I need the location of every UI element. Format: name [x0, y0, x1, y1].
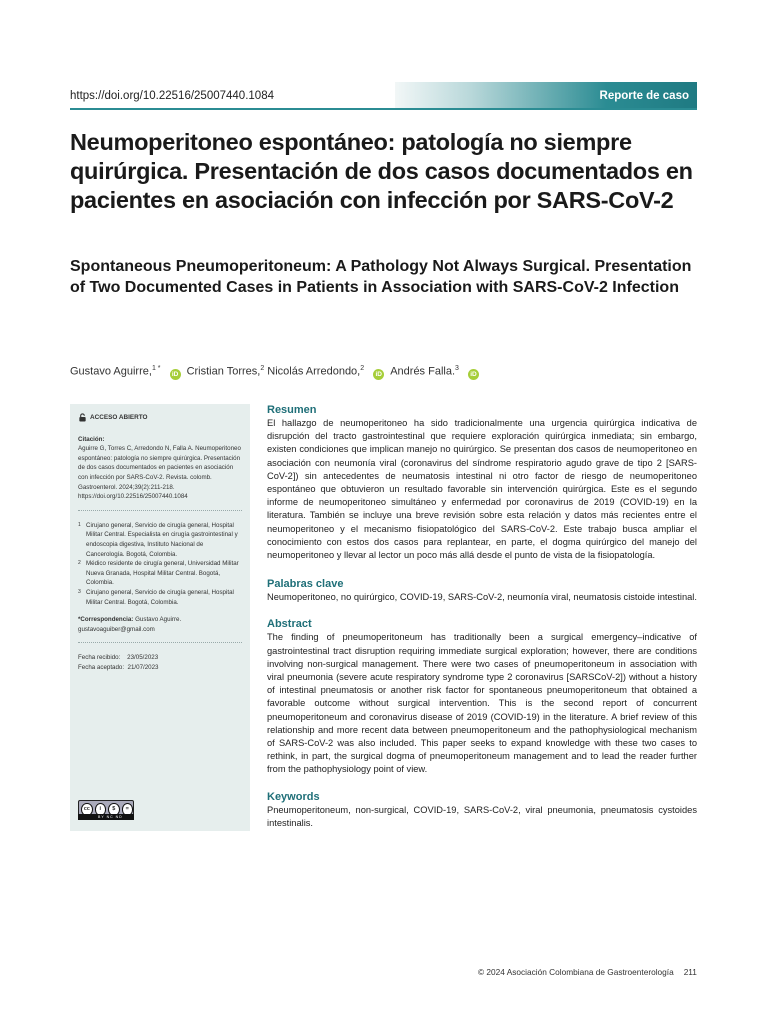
abstract-heading: Abstract [267, 618, 312, 631]
section-tag: Reporte de caso [395, 82, 697, 110]
sidebar-divider [78, 642, 242, 643]
page-number: 211 [683, 967, 697, 977]
author-name: Andrés Falla. [390, 365, 456, 378]
author-affiliation-mark: 2 [260, 365, 265, 372]
author-affiliation-mark: 3 [455, 365, 459, 372]
affiliation-item [78, 588, 242, 607]
affiliation-number: 1 [78, 521, 81, 528]
resumen-text: El hallazgo de neumoperitoneo ha sido tradicionalmente una urgencia quirúrgica indicativa de disrupción del tracto gastrointestinal que requiere exploración quirúrgica inmediata; sin embargo, existen condiciones que implican manejo no quirúrgico. Se presentan dos casos de neumoperitoneo en asociación con neumonía viral (coronavirus del síndrome respiratorio agudo grave de tipo 2 [SARS-CoV-2]) sin antecedentes de neumatosis intestinal ni otro factor de riesgo de neumoperitoneo espontáneo que obtuvieron un resultado favorable sin intervención quirúrgica. Este es el segundo informe de neumoperitoneo simultáneo y enfermedad por coronavirus de 2019 (COVID-19) en la literatura. También se incluye una breve revisión sobre esta relación y datos más recientes entre el neumoperitoneo y el mecanismo fisiopatológico del SARS-CoV-2. Este trabajo busca ampliar el conocimiento con estos dos casos para replantear, en parte, el dogma quirúrgico del manejo del neumoperitoneo y llevar al lector un poco más allá desde el punto de vista de la fisiopatología. [267, 418, 697, 561]
accepted-date: Fecha aceptado: 21/07/2023 [78, 663, 159, 671]
keywords-heading: Keywords [267, 790, 320, 803]
article-title-spanish: Neumoperitoneo espontáneo: patología no siempre quirúrgica. Presentación de dos casos documentados en pacientes en asociación con infección por SARS-CoV-2 [70, 129, 693, 213]
cc-icon: cc [81, 803, 93, 816]
open-access-text: ACCESO ABIERTO [90, 414, 148, 421]
author-affiliation-mark: 1 * [151, 365, 161, 372]
resumen-section [267, 404, 697, 562]
palabras-clave-heading: Palabras clave [267, 578, 344, 591]
palabras-clave-section [267, 578, 697, 604]
affiliation-text: Cirujano general, Servicio de cirugía general, Hospital Militar Central. Bogotá, Colombia. [86, 588, 234, 606]
affiliation-item [78, 521, 242, 559]
affiliation-item [78, 559, 242, 588]
doi-link[interactable]: https://doi.org/10.22516/25007440.1084 [70, 90, 274, 102]
affiliation-number: 2 [78, 560, 81, 567]
noderivatives-icon: = [122, 803, 134, 816]
author-list [70, 365, 485, 380]
keywords-section [267, 791, 697, 830]
citation-text: Aguirre G, Torres C, Arredondo N, Falla A. Neumoperitoneo espontáneo: patología no siempre quirúrgica. Presentación de dos casos documentados en pacientes en asociación con infección por SARS-CoV-2. Revista. colomb. Gastroenterol. 2024;39(2):211-218. https://doi.org/10.22516/25007440.1084 [78, 445, 241, 501]
orcid-icon[interactable]: iD [373, 369, 384, 380]
affiliation-number: 3 [78, 588, 81, 595]
open-access-label [78, 413, 242, 423]
header-bar [70, 82, 697, 110]
resumen-heading: Resumen [267, 404, 317, 416]
page-footer [478, 967, 697, 977]
received-date: Fecha recibido: 23/05/2023 [78, 654, 159, 662]
correspondence-text: Gustavo Aguirre. gustavoaguiber@gmail.com [78, 616, 182, 633]
copyright-text: © 2024 Asociación Colombiana de Gastroenterología [478, 967, 674, 977]
affiliation-text: Médico residente de cirugía general, Universidad Militar Nueva Granada, Hospital Militar Central. Bogotá, Colombia. [86, 560, 239, 587]
orcid-icon[interactable]: iD [170, 369, 181, 380]
article-info-sidebar [70, 404, 250, 831]
sidebar-divider [78, 510, 242, 511]
correspondence [78, 615, 242, 634]
keywords-text: Pneumoperitoneum, non-surgical, COVID-19, SARS-CoV-2, viral pneumonia, pneumatosis cystoides intestinalis. [267, 804, 697, 828]
author-name: Cristian Torres, [186, 365, 261, 378]
noncommercial-icon: $ [108, 803, 120, 816]
author-name: Nicolás Arredondo, [264, 365, 361, 378]
abstract-column [267, 404, 697, 830]
abstract-section [267, 618, 697, 776]
article-title-english: Spontaneous Pneumoperitoneum: A Pathology Not Always Surgical. Presentation of Two Documented Cases in Patients in Association with SARS-CoV-2 Infection [70, 258, 692, 296]
header-divider [70, 108, 697, 110]
open-lock-icon [78, 413, 87, 422]
abstract-text: The finding of pneumoperitoneum has traditionally been a surgical emergency–indicative of gastrointestinal tract disruption requiring immediate surgical exploration; however, there are conditions involving non-surgical management. There were two cases of pneumoperitoneum in association with viral pneumonia (severe acute respiratory syndrome type 2 coronavirus [SARSCoV-2]) without a history of intestinal pneumatosis or another risk factor for spontaneous pneumoperitoneum that obtained a favorable outcome without surgical intervention. This is the second report of concurrent pneumoperitoneum and coronavirus disease of 2019 (COVID-19) in the literature. A brief review of this relationship and more recent data between pneumoperitoneum and the pathophysiological mechanism of SARS-CoV-2 was also included. This paper seeks to expand knowledge with these two cases to rethink, in part, the surgical dogma of pneumoperitoneum management and to lead the reader further from the pathophysiology point of view. [267, 632, 697, 775]
author-name: Gustavo Aguirre, [70, 365, 152, 378]
correspondence-label: *Correspondencia: [78, 616, 134, 624]
citation-label: Citación: [78, 435, 105, 443]
author-affiliation-mark: 2 [360, 365, 365, 372]
orcid-icon[interactable]: iD [468, 369, 479, 380]
palabras-clave-text: Neumoperitoneo, no quirúrgico, COVID-19, SARS-CoV-2, neumonía viral, neumatosis cistoide intestinal. [267, 592, 697, 603]
cc-license-terms: BY NC ND [78, 814, 134, 820]
affiliation-text: Cirujano general, Servicio de cirugía general, Hospital Militar Central. Especialista en cirugía gastrointestinal y endoscopia digestiva, Instituto Nacional de Cancerología. Bogotá, Colombia. [86, 521, 238, 558]
attribution-icon: i [95, 803, 107, 816]
